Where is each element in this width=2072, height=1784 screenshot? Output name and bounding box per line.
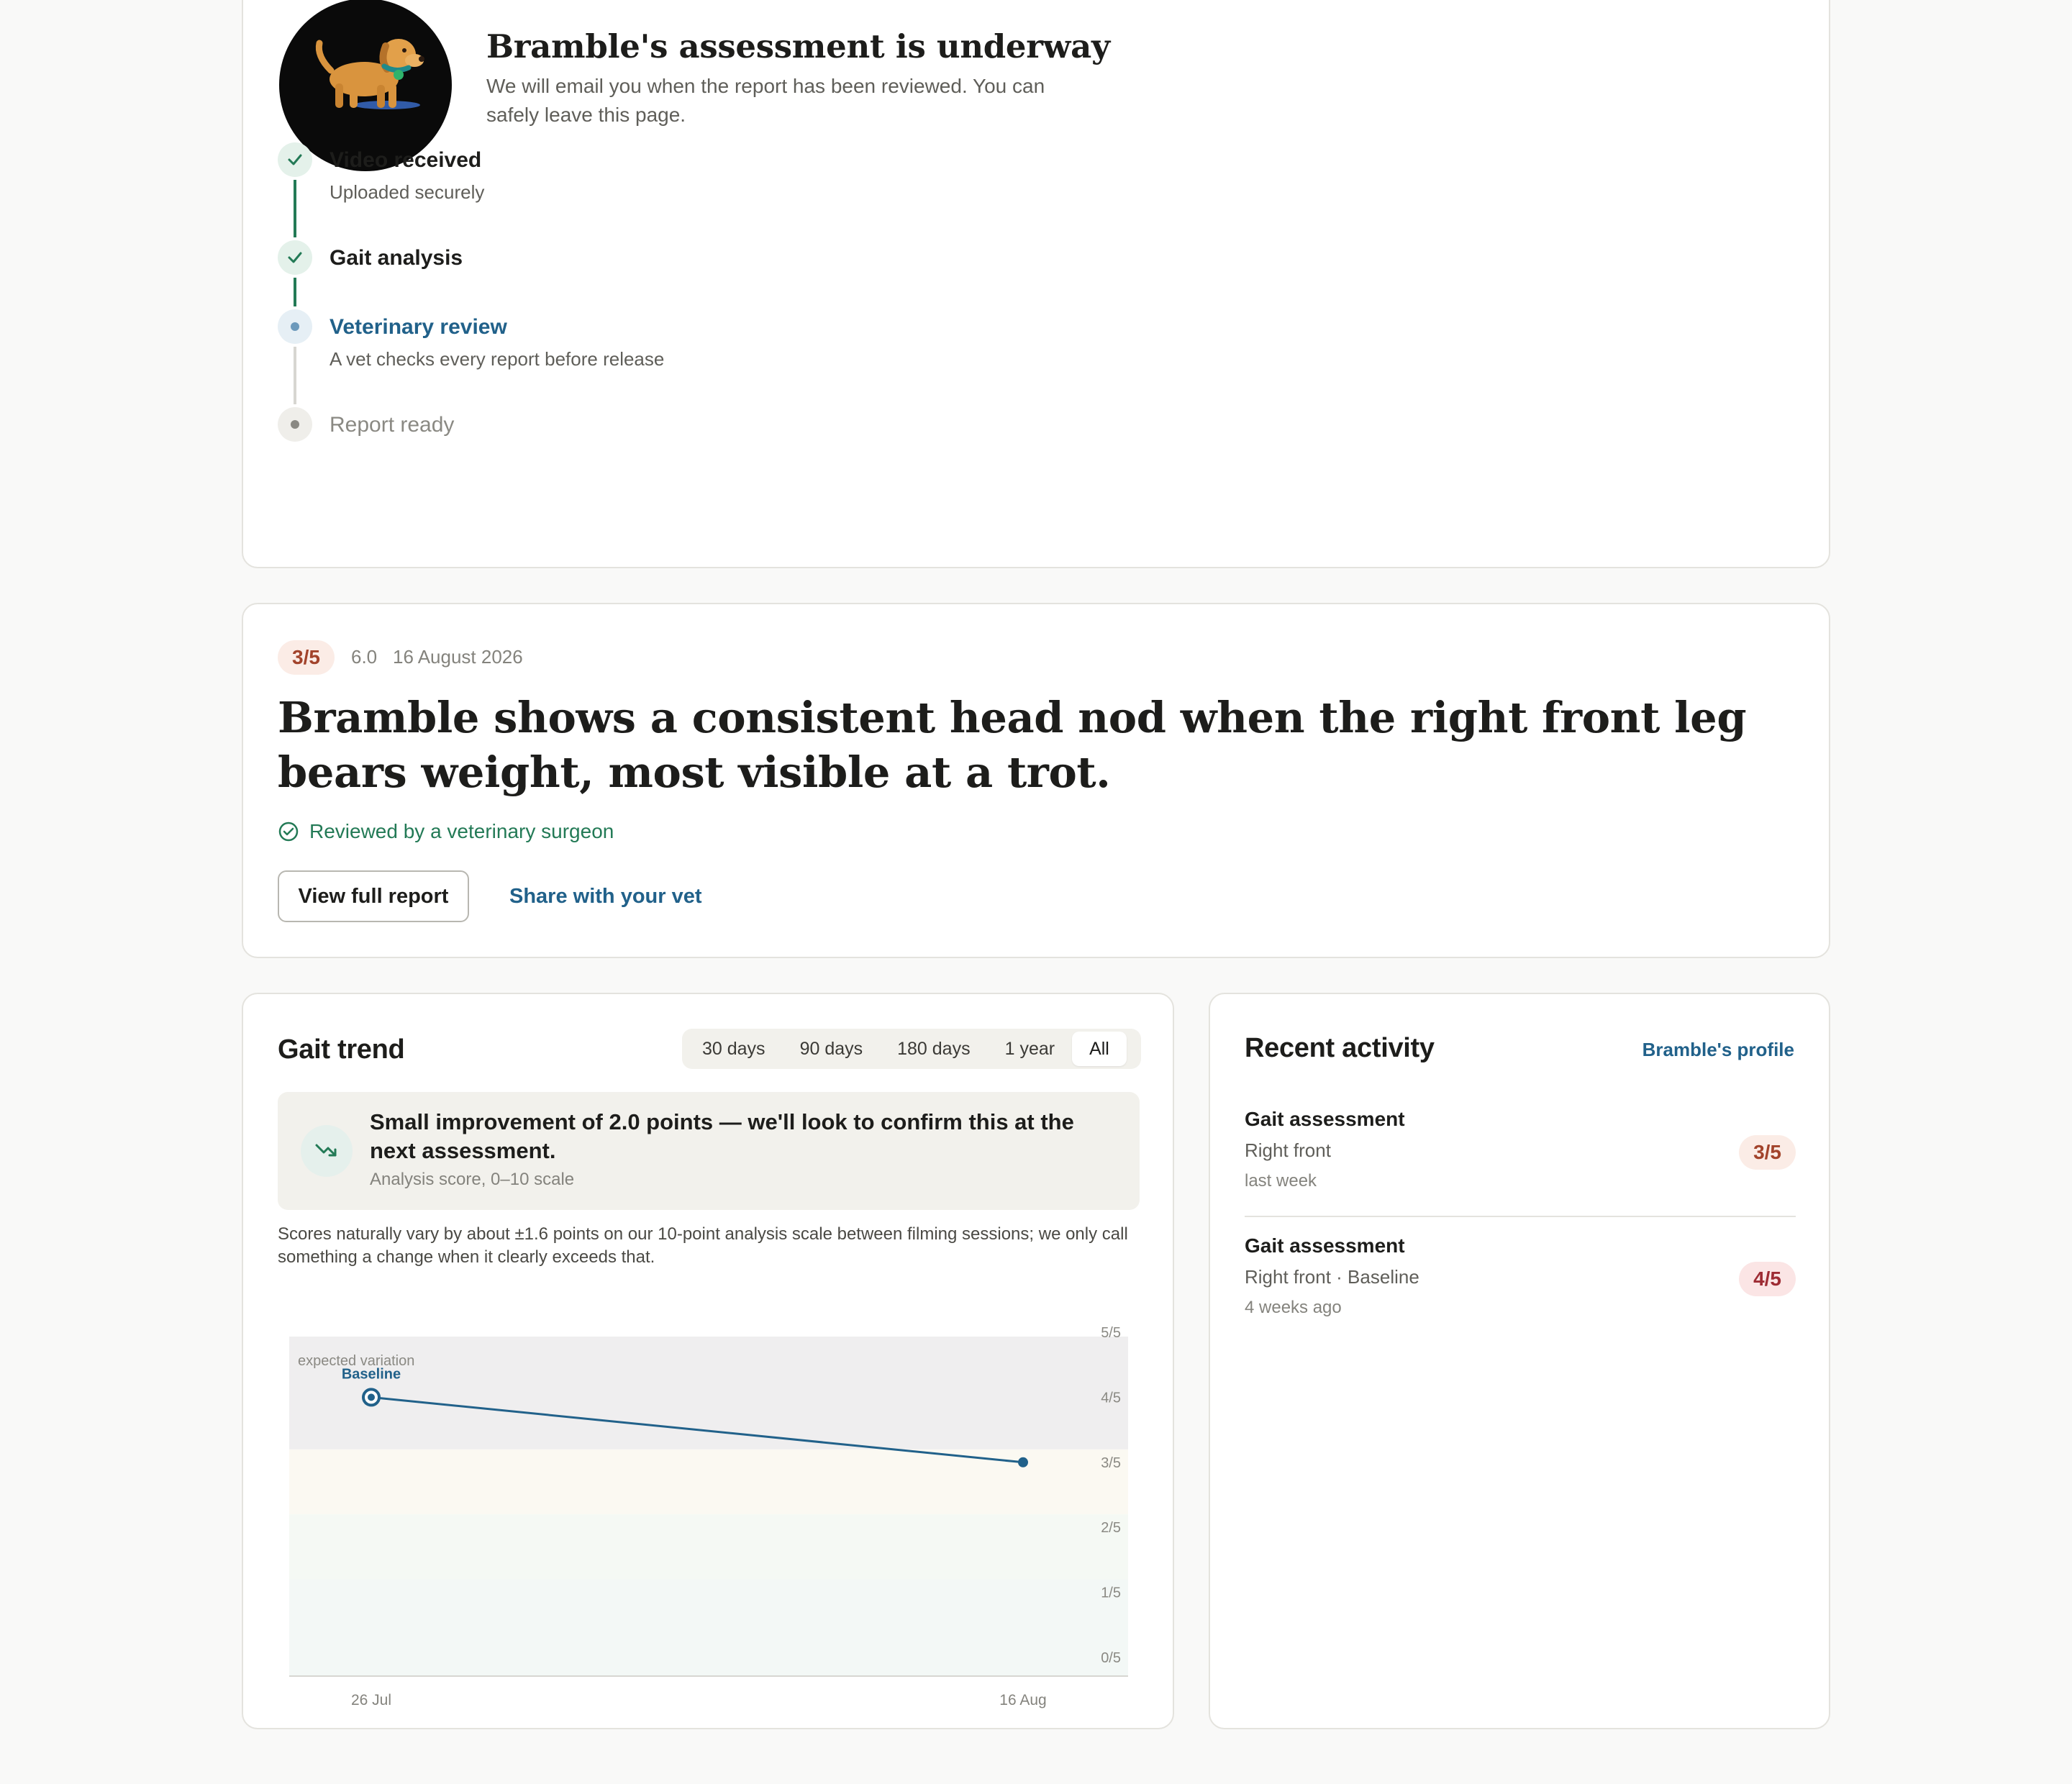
step-sub-veterinary-review: A vet checks every report before release [330,348,665,370]
activity-title: Gait assessment [1245,1234,1405,1257]
step-done-indicator [278,142,312,177]
baseline-annotation: Baseline [341,1366,401,1383]
range-30-days[interactable]: 30 days [702,1038,765,1059]
score-badge: 3/5 [278,640,335,675]
check-icon [286,249,304,266]
step-title-video-received: Video received [330,148,482,172]
chart-zone [289,1580,1128,1676]
activity-score-badge: 3/5 [1739,1135,1796,1170]
reviewed-indicator [278,820,614,843]
active-dot-icon [291,322,299,331]
chart-zone [289,1514,1128,1579]
step-connector [294,278,296,306]
assessment-status-card [242,0,1830,568]
baseline-point-center [368,1393,375,1401]
gait-trend-card [242,993,1174,1729]
y-tick-label: 4/5 [1101,1390,1121,1406]
x-tick-label: 26 Jul [350,1692,392,1708]
range-90-days[interactable]: 90 days [799,1038,863,1059]
step-active-indicator [278,309,312,344]
check-icon [286,151,304,168]
expected-variation-band [289,1337,1128,1450]
range-1-year[interactable]: 1 year [1004,1038,1055,1059]
recent-activity-card [1209,993,1830,1729]
step-title-report-ready: Report ready [330,413,455,437]
activity-time: last week [1245,1171,1317,1191]
activity-title: Gait assessment [1245,1108,1405,1130]
status-subtitle: We will email you when the report has been reviewed. You can safely leave this page. [486,75,1045,126]
bramble-profile-link[interactable]: Bramble's profile [1642,1039,1794,1060]
recent-activity-title: Recent activity [1245,1033,1435,1063]
range-selector [682,1029,1141,1069]
y-tick-label: 5/5 [1101,1325,1121,1341]
y-tick-label: 3/5 [1101,1455,1121,1471]
step-sub-video-received: Uploaded securely [330,181,485,203]
activity-score-badge: 4/5 [1739,1262,1796,1296]
step-done-indicator [278,240,312,275]
pending-dot-icon [291,420,299,429]
report-headline: Bramble shows a consistent head nod when the right front leg bears weight, most visible at a trot. [278,693,1747,797]
share-with-vet-link[interactable]: Share with your vet [509,885,702,908]
step-connector [294,347,296,404]
step-title-gait-analysis: Gait analysis [330,246,463,270]
insight-subtext: Analysis score, 0–10 scale [370,1170,575,1189]
variation-note: Scores naturally vary by about ±1.6 points on our 10-point analysis scale between filming sessions; we only call something a change when it clearly exceeds that. [278,1224,1128,1267]
activity-divider [1245,1216,1796,1217]
activity-subtitle: Right front · Baseline [1245,1266,1419,1288]
trend-down-icon [301,1125,353,1177]
x-tick-label: 16 Aug [999,1692,1047,1708]
analysis-score: 6.0 [351,646,378,668]
y-tick-label: 0/5 [1101,1650,1121,1666]
insight-text: Small improvement of 2.0 points — we'll look to confirm this at the next assessment. [370,1109,1074,1163]
band-label: expected variation [298,1353,415,1369]
activity-time: 4 weeks ago [1245,1298,1342,1317]
activity-item[interactable] [1245,1108,1796,1223]
y-tick-label: 1/5 [1101,1585,1121,1601]
status-title: Bramble's assessment is underway [486,27,1110,65]
chart-zone [289,1450,1128,1514]
range-180-days[interactable]: 180 days [897,1038,971,1059]
activity-subtitle: Right front [1245,1139,1331,1161]
report-date: 16 August 2026 [393,646,523,668]
check-circle-icon [278,821,299,842]
activity-item[interactable] [1245,1234,1796,1350]
step-connector [294,180,296,237]
report-summary-card [242,603,1830,958]
step-title-veterinary-review: Veterinary review [330,315,507,339]
y-tick-label: 2/5 [1101,1520,1121,1537]
gait-trend-title: Gait trend [278,1034,405,1065]
reviewed-label: Reviewed by a veterinary surgeon [309,820,614,842]
range-all[interactable]: All [1072,1032,1127,1066]
trend-insight [278,1092,1140,1210]
gait-trend-chart [278,1311,1141,1714]
view-full-report-button[interactable]: View full report [278,870,469,922]
step-pending-indicator [278,407,312,442]
latest-point [1018,1457,1028,1467]
